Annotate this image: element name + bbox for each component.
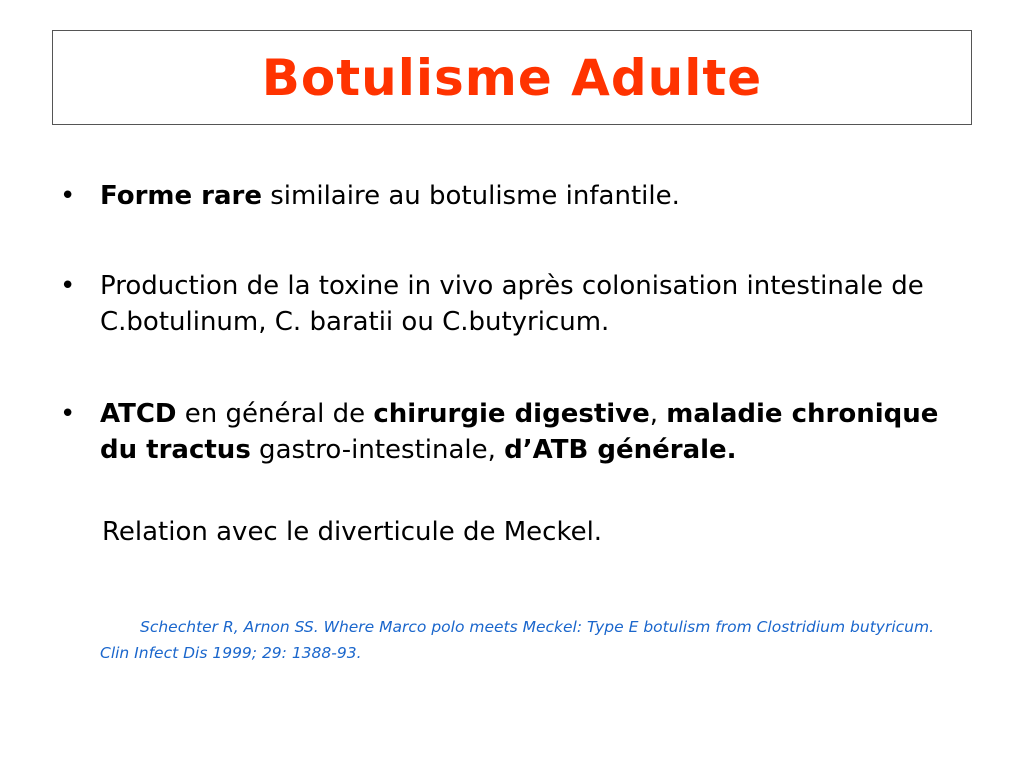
bullet-3-comma: , (649, 399, 667, 429)
bullet-3-chirurgie: chirurgie digestive (373, 399, 650, 429)
bullet-dot-icon: • (60, 181, 76, 211)
bullet-item-2 (60, 268, 980, 340)
bullet-item-1 (60, 178, 980, 214)
bullet-3-atb: d’ATB générale. (504, 435, 737, 465)
title-box (52, 30, 972, 125)
bullet-2-text: Production de la toxine in vivo après colonisation intestinale de C.botulinum, C. baratii ou C.butyricum. (100, 271, 924, 337)
relation-text: Relation avec le diverticule de Meckel. (102, 517, 603, 547)
bullet-3-atcd: ATCD (100, 399, 177, 429)
slide-title: Botulisme Adulte (261, 48, 763, 107)
reference-citation: Schechter R, Arnon SS. Where Marco polo meets Meckel: Type E botulism from Clostridium butyricum. Clin Infect Dis 1999; 29: 1388-93. (100, 618, 934, 662)
bullet-3-text-b: gastro-intestinale, (250, 435, 505, 465)
bullet-1-text: similaire au botulisme infantile. (262, 181, 680, 211)
bullet-dot-icon: • (60, 399, 76, 429)
bullet-1-bold: Forme rare (100, 181, 262, 211)
bullet-dot-icon: • (60, 271, 76, 301)
bullet-3-maladie: maladie chronique du tractus (100, 399, 939, 465)
bullet-3-text-a: en général de (176, 399, 374, 429)
bullet-item-3 (60, 396, 980, 468)
